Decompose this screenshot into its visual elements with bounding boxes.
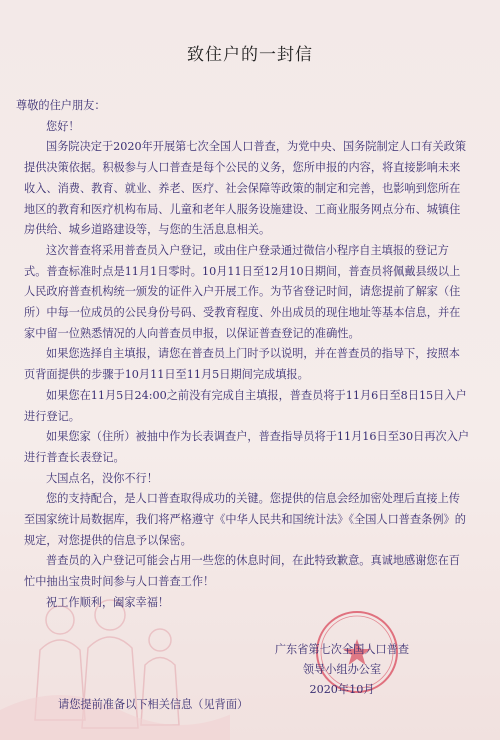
greeting: 您好！: [46, 119, 80, 133]
footer-note: 请您提前准备以下相关信息（见背面）: [58, 698, 249, 711]
signature-office: 领导小组办公室: [302, 663, 382, 676]
signature-block: [262, 640, 422, 700]
signature-org: 广东省第七次全国人口普查: [274, 643, 410, 656]
letter-body: [16, 96, 470, 614]
slogan: 大国点名，没你不行！: [46, 471, 158, 485]
letter-title: 致住户的一封信: [187, 45, 313, 65]
paragraph: 如果您选择自主填报，请您在普查员上门时予以说明，并在普查员的指导下，按照本页背面提供的步骤于10月11日至11月5日期间完成填报。: [24, 347, 460, 382]
paragraph: 普查员的入户登记可能会占用一些您的休息时间，在此特致歉意。真诚地感谢您在百忙中抽出宝贵时间参与人口普查工作！: [24, 554, 460, 589]
paragraph: 国务院决定于2020年开展第七次全国人口普查，为党中央、国务院制定人口有关政策提供决策依据。积极参与人口普查是每个公民的义务，您所申报的内容，将直接影响未来收入、消费、教育、就业、养老、医疗、社会保障等政策的制定和完善，也影响到您所在地区的教育和医疗机构布局、儿童和老年人服务设施建设、工商业服务网点分布、城镇住房供给、城乡道路建设等，与您的生活息息相关。: [24, 140, 467, 237]
paragraph: 如果您在11月5日24:00之前没有完成自主填报，普查员将于11月6日至8日15日入户进行登记。: [24, 388, 467, 423]
paragraph: 您的支持配合，是人口普查取得成功的关键。您提供的信息会经加密处理后直接上传至国家统计局数据库，我们将严格遵守《中华人民共和国统计法》《全国人口普查条例》的规定，对您提供的信息予以保密。: [24, 492, 466, 547]
signature-date: 2020年10月: [309, 683, 375, 696]
paragraph: 这次普查将采用普查员入户登记，或由住户登录通过微信小程序自主填报的登记方式。普查标准时点是11月1日零时。10月11日至12月10日期间，普查员将佩戴县级以上人民政府普查机构统一颁发的证件入户开展工作。为节省登记时间，请您提前了解家（住所）中每一位成员的公民身份号码、受教育程度、外出成员的现住地址等基本信息，并在家中留一位熟悉情况的人向普查员申报，以保证普查登记的准确性。: [24, 243, 461, 340]
salutation: 尊敬的住户朋友：: [16, 99, 106, 112]
closing-wish: 祝工作顺利，阖家幸福！: [46, 595, 170, 609]
paragraph: 如果您家（住所）被抽中作为长表调查户，普查指导员将于11月16日至30日再次入户进行普查长表登记。: [24, 430, 470, 464]
